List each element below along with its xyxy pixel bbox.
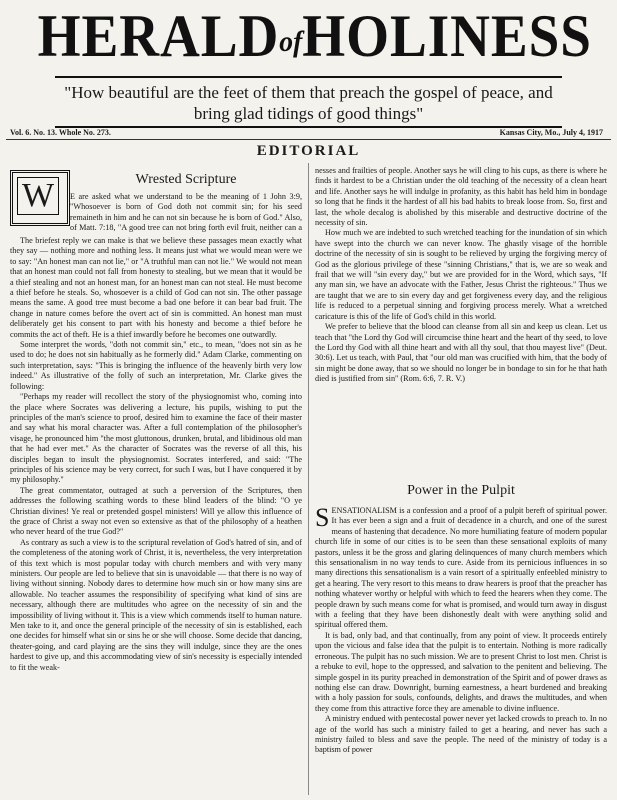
article2-dropcap: S xyxy=(315,506,330,532)
article1-p6: As contrary as such a view is to the scriptural revelation of God's hatred of sin, and of the completeness of the atoning work of Christ, it is, nevertheless, the very interpretation of this text which is most popular today with church members and with very many ministers. Our people are led to believe that sin is unavoidable — that there is no way of living without sinning. Nobody dares to determine how much sin or how many sins are allowable. No teacher assumes the responsibility of specifying what kind of sins are necessary, although there are multitudes who agree on the necessity of sin and the impossibility of living without it. This is a view which commends itself to human nature. Men take to it, and once the general principle of the necessity of sin is established, each one decides for himself what sin or sins he or she will choose. Some decide that dancing, theater-going, and card playing are the sins they will indulge, since they are the ones hardest to give up, and this accommodating view of sin's necessity is especially intended to fit the weak- xyxy=(10,537,302,672)
article2-p3: A ministry endued with pentecostal power never yet lacked crowds to preach to. In no age of the world has such a ministry failed to get a hearing, and never has such a ministry failed to bless and save the people. The need of the ministry of today is a baptism of power xyxy=(315,714,607,755)
article1-p4: "Perhaps my reader will recollect the story of the physiognomist who, coming into the place where Socrates was delivering a lecture, his pupils, wishing to put the principles of the man's science to proof, desired him to examine the face of their master and say what his moral character was. After a full contemplation of the philosopher's visage, he pronounced him "the most gluttonous, drunken, brutal, and libidinous old man that he had ever met." As the character of Socrates was the reverse of all this, his disciples began to insult the physiognomist. Socrates interfered, and said: "The principles of his science may be very correct, for such I was, but I have conquered it by my philosophy." xyxy=(10,392,302,485)
article2-title: Power in the Pulpit xyxy=(407,483,515,498)
motto-text xyxy=(55,82,562,124)
title-of: of xyxy=(279,25,303,59)
article1-p8: How much we are indebted to such wretched teaching for the inundation of sin which have swept into the church we can never know. The ghastly visage of the horrible doctrine of the necessity of sin is sought to be relieved by urging the forgiving mercy of God as the glorious privilege of these "sinning Christians," that is, we are so weak and frail that we will "sin every day," but we are provided for in the Word, which says, "If any man sin, we have an advocate with the Father, Jesus Christ the righteous." Thus we are taught that we are to sin every day and get forgiveness every day, and the religious life is reduced to a perpetual sinning and forgiving process merely. What a wretched caricature is this of the life of God's child in this world. xyxy=(315,228,607,321)
article1-p5: The great commentator, outraged at such a perversion of the Scriptures, then addresses the following scathing words to these blind leaders of the blind: "O ye Christian divines! Ye real or pretended gospel ministers! Will ye allow this influence of the grace of Christ a sway not even so extensive as that of the philosophy of a heathen who never heard of the true God?" xyxy=(10,485,302,537)
article1-p1: E are asked what we understand to be the meaning of 1 John 3:9, "Whosoever is born of God doth not commit sin; for his seed remaineth in him and he can not sin because he is born of God." Also, of Matt. 7:18, "A good tree can not bring forth evil fruit, neither can a xyxy=(70,192,302,233)
masthead xyxy=(0,0,617,72)
title-left: HERALD xyxy=(37,3,280,69)
article1-p9: We prefer to believe that the blood can cleanse from all sin and keep us clean. Let us teach that "the Lord thy God will circumcise thine heart and the heart of thy seed, to love the Lord thy God with all thine heart and with all thy soul, that thou mayest live" (Deut. 30:6). Let us teach, with Paul, that "our old man was crucified with him, that the body of sin might be done away, that so we should no longer be in bondage to sin for he that hath died is justified from sin" (Rom. 6:6, 7. R. V.) xyxy=(315,322,607,384)
article1-p7: nesses and frailties of people. Another says he will cling to his cups, as there is where he finds it hardest to be a Christian under the old teaching of the necessity of a clean heart and life. Another says he will indulge in profanity, as this habit has held him in bondage so long that he finds it the hardest of all his bad habits to break loose from. So, first and last, the whole decalog is abolished by this miserable and destructive doctrine of the necessity of sin. xyxy=(315,166,607,228)
motto-line-2: bring glad tidings of good things" xyxy=(193,104,424,123)
article1-p2: The briefest reply we can make is that we believe these passages mean exactly what they say — nothing more and nothing less. It means just what we would mean were we to say: "An honest man can not lie," or "A truthful man can not lie." We would not mean that an honest man could not fall from honesty to stealing, but we mean that it would be a thief stealing and not an honest man, for an honest man can not steal. He must become a thief before he steals. So, whosoever is a child of God can not sin. The other passage means the same. A good tree must become a bad one before it can bear bad fruit. The change in nature comes before the overt act of sin is committed. An honest man must deliberately get his consent to part with his honesty and become a thief before he commits the act of theft. He is a thief inwardly before he becomes one outwardly. xyxy=(10,236,302,339)
motto-banner xyxy=(55,76,562,128)
article2-column xyxy=(315,506,607,796)
column-divider xyxy=(308,163,309,795)
masthead-title xyxy=(37,3,592,74)
article1-column-right xyxy=(315,166,607,478)
section-heading: EDITORIAL xyxy=(256,143,361,159)
article2-p1: ENSATIONALISM is a confession and a proof of a pulpit bereft of spiritual power. It has ever been a sign and a fruit of decadence in a church, and one of the surest means of hastening that decadence. No more humiliating feature of modern popular church life in some of our cities is to be seen than these sensational exploits of many pastors, unless it be the gross and glaring delinquences of many church members which this sensationalism in no way tends to cure. Aside from its pernicious influences in so many directions this sensationalism is a vain resort of a spiritually enfeebled ministry to get a hearing. The very resort to this means to draw hearers is proof that the preacher has nothing whatever worthy or helpful with which to feed the hearers when they come. The people drawn by such means come for what is promised, and would turn away in disgust with a feeling that they have been dishonestly dealt with were anything solid and spiritual offered them. xyxy=(315,506,607,630)
place-date: Kansas City, Mo., July 4, 1917 xyxy=(499,128,603,137)
article2-p2: It is bad, only bad, and that continually, from any point of view. It proceeds entirely upon the vicious and false idea that the pulpit is to entertain. Nothing is more radically erroneous. The pulpit has no such mission. We are to present Christ to lost men. Christ is a rebuke to evil, hope to the oppressed, and salvation to the penitent and believing. The simple gospel in its purity preached in demonstration of the Spirit and of power draws as nothing else can draw. Downright, burning earnestness, a heart burdened and breaking with a holy passion for souls, confounds, delights, and draws the multitudes, and when they come from this attractive force they are amenable to divine influence. xyxy=(315,630,607,713)
motto-line-1: "How beautiful are the feet of them that preach the gospel of peace, and xyxy=(64,83,553,102)
article1-p3: Some interpret the words, "doth not commit sin," etc., to mean, "does not sin as he used to do; he does not sin habitually as he formerly did." Adam Clarke, commenting on such interpretation, says: "This is bringing the influence of the heavenly birth very low indeed." As illustrative of the folly of such an interpretation, Mr. Clarke gives the following: xyxy=(10,340,302,391)
volume-line: Vol. 6. No. 13. Whole No. 273. xyxy=(10,128,111,137)
article1-intro xyxy=(70,192,302,234)
dropcap-letter: W xyxy=(17,177,59,215)
title-right: HOLINESS xyxy=(302,3,592,69)
dropcap-frame xyxy=(10,170,70,226)
header-rule xyxy=(6,139,611,140)
article1-title: Wrested Scripture xyxy=(135,172,237,187)
article1-column-left xyxy=(10,236,302,795)
